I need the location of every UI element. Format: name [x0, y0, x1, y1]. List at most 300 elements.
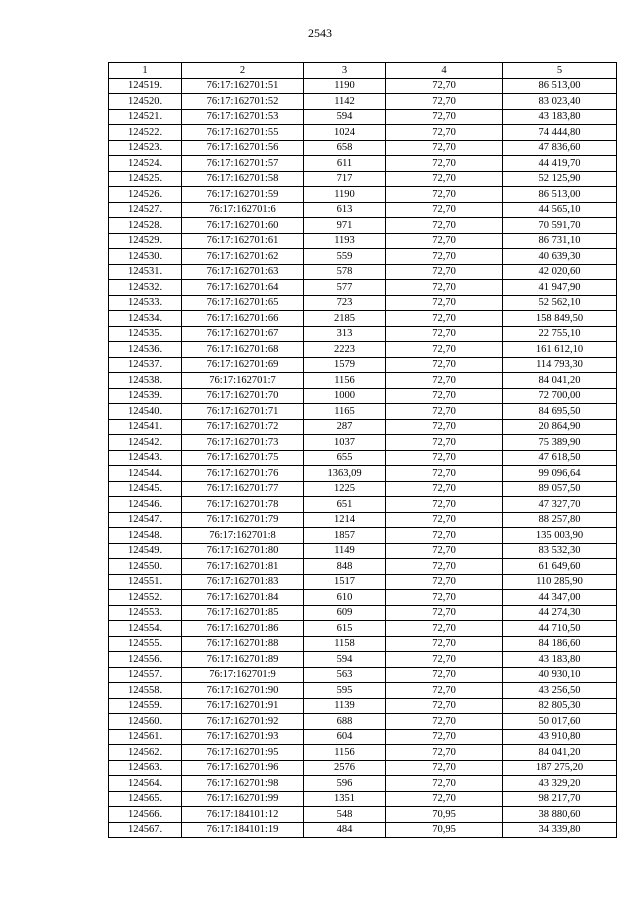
area-cell: 1193 — [304, 233, 386, 249]
table-row — [109, 125, 617, 141]
row-number-cell: 124548. — [109, 528, 182, 544]
row-number-cell: 124529. — [109, 233, 182, 249]
cadastral-number-cell: 76:17:162701:66 — [182, 311, 304, 327]
value-cell: 42 020,60 — [503, 264, 617, 280]
row-number-cell: 124560. — [109, 714, 182, 730]
rate-cell: 72,70 — [386, 574, 503, 590]
cadastral-number-cell: 76:17:162701:86 — [182, 621, 304, 637]
rate-cell: 72,70 — [386, 528, 503, 544]
area-cell: 1225 — [304, 481, 386, 497]
area-cell: 1142 — [304, 94, 386, 110]
rate-cell: 72,70 — [386, 745, 503, 761]
value-cell: 44 710,50 — [503, 621, 617, 637]
area-cell: 1165 — [304, 404, 386, 420]
area-cell: 658 — [304, 140, 386, 156]
row-number-cell: 124520. — [109, 94, 182, 110]
table-row — [109, 822, 617, 838]
area-cell: 651 — [304, 497, 386, 513]
row-number-cell: 124534. — [109, 311, 182, 327]
value-cell: 47 327,70 — [503, 497, 617, 513]
area-cell: 688 — [304, 714, 386, 730]
area-cell: 971 — [304, 218, 386, 234]
area-cell: 613 — [304, 202, 386, 218]
cadastral-number-cell: 76:17:162701:63 — [182, 264, 304, 280]
value-cell: 98 217,70 — [503, 791, 617, 807]
area-cell: 2223 — [304, 342, 386, 358]
cadastral-number-cell: 76:17:162701:78 — [182, 497, 304, 513]
column-header-2: 2 — [182, 63, 304, 79]
rate-cell: 72,70 — [386, 791, 503, 807]
cadastral-number-cell: 76:17:162701:72 — [182, 419, 304, 435]
cadastral-number-cell: 76:17:162701:6 — [182, 202, 304, 218]
table-row — [109, 450, 617, 466]
cadastral-number-cell: 76:17:162701:56 — [182, 140, 304, 156]
value-cell: 84 186,60 — [503, 636, 617, 652]
value-cell: 83 532,30 — [503, 543, 617, 559]
table-row — [109, 791, 617, 807]
value-cell: 22 755,10 — [503, 326, 617, 342]
row-number-cell: 124531. — [109, 264, 182, 280]
rate-cell: 72,70 — [386, 202, 503, 218]
row-number-cell: 124543. — [109, 450, 182, 466]
rate-cell: 72,70 — [386, 156, 503, 172]
row-number-cell: 124519. — [109, 78, 182, 94]
row-number-cell: 124522. — [109, 125, 182, 141]
area-cell: 578 — [304, 264, 386, 280]
rate-cell: 72,70 — [386, 435, 503, 451]
rate-cell: 72,70 — [386, 280, 503, 296]
area-cell: 2576 — [304, 760, 386, 776]
rate-cell: 72,70 — [386, 543, 503, 559]
rate-cell: 72,70 — [386, 295, 503, 311]
table-row — [109, 140, 617, 156]
value-cell: 84 041,20 — [503, 373, 617, 389]
row-number-cell: 124526. — [109, 187, 182, 203]
row-number-cell: 124554. — [109, 621, 182, 637]
table-row — [109, 559, 617, 575]
cadastral-number-cell: 76:17:162701:96 — [182, 760, 304, 776]
table-row — [109, 280, 617, 296]
rate-cell: 70,95 — [386, 807, 503, 823]
value-cell: 34 339,80 — [503, 822, 617, 838]
rate-cell: 72,70 — [386, 559, 503, 575]
row-number-cell: 124549. — [109, 543, 182, 559]
area-cell: 1214 — [304, 512, 386, 528]
area-cell: 1158 — [304, 636, 386, 652]
rate-cell: 72,70 — [386, 776, 503, 792]
cadastral-number-cell: 76:17:162701:7 — [182, 373, 304, 389]
cadastral-number-cell: 76:17:162701:73 — [182, 435, 304, 451]
cadastral-number-cell: 76:17:162701:92 — [182, 714, 304, 730]
cadastral-number-cell: 76:17:162701:83 — [182, 574, 304, 590]
area-cell: 1156 — [304, 745, 386, 761]
value-cell: 40 639,30 — [503, 249, 617, 265]
area-cell: 1517 — [304, 574, 386, 590]
area-cell: 559 — [304, 249, 386, 265]
value-cell: 84 695,50 — [503, 404, 617, 420]
cadastral-number-cell: 76:17:162701:90 — [182, 683, 304, 699]
cadastral-number-cell: 76:17:162701:52 — [182, 94, 304, 110]
rate-cell: 72,70 — [386, 698, 503, 714]
value-cell: 110 285,90 — [503, 574, 617, 590]
cadastral-number-cell: 76:17:162701:91 — [182, 698, 304, 714]
area-cell: 484 — [304, 822, 386, 838]
table-row — [109, 311, 617, 327]
table-row — [109, 760, 617, 776]
area-cell: 563 — [304, 667, 386, 683]
area-cell: 594 — [304, 109, 386, 125]
row-number-cell: 124540. — [109, 404, 182, 420]
cadastral-number-cell: 76:17:184101:19 — [182, 822, 304, 838]
rate-cell: 72,70 — [386, 652, 503, 668]
area-cell: 655 — [304, 450, 386, 466]
row-number-cell: 124556. — [109, 652, 182, 668]
value-cell: 43 910,80 — [503, 729, 617, 745]
cadastral-number-cell: 76:17:162701:67 — [182, 326, 304, 342]
value-cell: 70 591,70 — [503, 218, 617, 234]
cadastral-number-cell: 76:17:162701:9 — [182, 667, 304, 683]
rate-cell: 72,70 — [386, 729, 503, 745]
area-cell: 610 — [304, 590, 386, 606]
value-cell: 47 836,60 — [503, 140, 617, 156]
row-number-cell: 124535. — [109, 326, 182, 342]
value-cell: 52 125,90 — [503, 171, 617, 187]
table-row — [109, 326, 617, 342]
area-cell: 1363,09 — [304, 466, 386, 482]
cadastral-number-cell: 76:17:162701:88 — [182, 636, 304, 652]
table-row — [109, 574, 617, 590]
value-cell: 43 329,20 — [503, 776, 617, 792]
rate-cell: 72,70 — [386, 311, 503, 327]
cadastral-number-cell: 76:17:162701:68 — [182, 342, 304, 358]
rate-cell: 72,70 — [386, 512, 503, 528]
table-row — [109, 342, 617, 358]
rate-cell: 72,70 — [386, 109, 503, 125]
cadastral-number-cell: 76:17:162701:8 — [182, 528, 304, 544]
cadastral-number-cell: 76:17:162701:53 — [182, 109, 304, 125]
cadastral-number-cell: 76:17:162701:85 — [182, 605, 304, 621]
value-cell: 20 864,90 — [503, 419, 617, 435]
rate-cell: 72,70 — [386, 264, 503, 280]
table-row — [109, 776, 617, 792]
value-cell: 135 003,90 — [503, 528, 617, 544]
table-row — [109, 621, 617, 637]
rate-cell: 72,70 — [386, 342, 503, 358]
cadastral-number-cell: 76:17:162701:84 — [182, 590, 304, 606]
rate-cell: 70,95 — [386, 822, 503, 838]
value-cell: 86 731,10 — [503, 233, 617, 249]
area-cell: 611 — [304, 156, 386, 172]
value-cell: 44 347,00 — [503, 590, 617, 606]
rate-cell: 72,70 — [386, 667, 503, 683]
table-row — [109, 807, 617, 823]
area-cell: 1149 — [304, 543, 386, 559]
table-row — [109, 404, 617, 420]
value-cell: 84 041,20 — [503, 745, 617, 761]
rate-cell: 72,70 — [386, 605, 503, 621]
value-cell: 43 256,50 — [503, 683, 617, 699]
table-row — [109, 512, 617, 528]
column-header-4: 4 — [386, 63, 503, 79]
area-cell: 1139 — [304, 698, 386, 714]
value-cell: 47 618,50 — [503, 450, 617, 466]
cadastral-number-cell: 76:17:162701:71 — [182, 404, 304, 420]
rate-cell: 72,70 — [386, 419, 503, 435]
rate-cell: 72,70 — [386, 357, 503, 373]
area-cell: 723 — [304, 295, 386, 311]
area-cell: 848 — [304, 559, 386, 575]
rate-cell: 72,70 — [386, 404, 503, 420]
value-cell: 41 947,90 — [503, 280, 617, 296]
rate-cell: 72,70 — [386, 171, 503, 187]
area-cell: 287 — [304, 419, 386, 435]
table-row — [109, 295, 617, 311]
value-cell: 86 513,00 — [503, 187, 617, 203]
value-cell: 44 565,10 — [503, 202, 617, 218]
row-number-cell: 124557. — [109, 667, 182, 683]
row-number-cell: 124552. — [109, 590, 182, 606]
table-row — [109, 435, 617, 451]
row-number-cell: 124567. — [109, 822, 182, 838]
cadastral-number-cell: 76:17:162701:77 — [182, 481, 304, 497]
value-cell: 74 444,80 — [503, 125, 617, 141]
table-row — [109, 94, 617, 110]
table-row — [109, 683, 617, 699]
row-number-cell: 124536. — [109, 342, 182, 358]
cadastral-number-cell: 76:17:162701:64 — [182, 280, 304, 296]
cadastral-number-cell: 76:17:162701:99 — [182, 791, 304, 807]
table-row — [109, 202, 617, 218]
row-number-cell: 124539. — [109, 388, 182, 404]
rate-cell: 72,70 — [386, 497, 503, 513]
area-cell: 1190 — [304, 187, 386, 203]
table-row — [109, 156, 617, 172]
cadastral-number-cell: 76:17:162701:55 — [182, 125, 304, 141]
rate-cell: 72,70 — [386, 249, 503, 265]
value-cell: 44 274,30 — [503, 605, 617, 621]
value-cell: 75 389,90 — [503, 435, 617, 451]
table-row — [109, 419, 617, 435]
cadastral-number-cell: 76:17:162701:59 — [182, 187, 304, 203]
rate-cell: 72,70 — [386, 450, 503, 466]
rate-cell: 72,70 — [386, 373, 503, 389]
table-row — [109, 264, 617, 280]
value-cell: 83 023,40 — [503, 94, 617, 110]
table-row — [109, 481, 617, 497]
rate-cell: 72,70 — [386, 140, 503, 156]
rate-cell: 72,70 — [386, 466, 503, 482]
cadastral-number-cell: 76:17:162701:76 — [182, 466, 304, 482]
area-cell: 615 — [304, 621, 386, 637]
value-cell: 99 096,64 — [503, 466, 617, 482]
page-number: 2543 — [308, 26, 332, 40]
value-cell: 50 017,60 — [503, 714, 617, 730]
cadastral-number-cell: 76:17:184101:12 — [182, 807, 304, 823]
value-cell: 72 700,00 — [503, 388, 617, 404]
row-number-cell: 124547. — [109, 512, 182, 528]
value-cell: 88 257,80 — [503, 512, 617, 528]
value-cell: 158 849,50 — [503, 311, 617, 327]
cadastral-number-cell: 76:17:162701:79 — [182, 512, 304, 528]
area-cell: 1000 — [304, 388, 386, 404]
rate-cell: 72,70 — [386, 94, 503, 110]
table-row — [109, 357, 617, 373]
column-header-5: 5 — [503, 63, 617, 79]
row-number-cell: 124525. — [109, 171, 182, 187]
rate-cell: 72,70 — [386, 388, 503, 404]
rate-cell: 72,70 — [386, 187, 503, 203]
table-row — [109, 187, 617, 203]
table-row — [109, 249, 617, 265]
value-cell: 44 419,70 — [503, 156, 617, 172]
header-row — [109, 63, 617, 79]
row-number-cell: 124542. — [109, 435, 182, 451]
value-cell: 43 183,80 — [503, 109, 617, 125]
row-number-cell: 124566. — [109, 807, 182, 823]
rate-cell: 72,70 — [386, 636, 503, 652]
value-cell: 187 275,20 — [503, 760, 617, 776]
cadastral-number-cell: 76:17:162701:70 — [182, 388, 304, 404]
value-cell: 38 880,60 — [503, 807, 617, 823]
area-cell: 1857 — [304, 528, 386, 544]
table-row — [109, 698, 617, 714]
rate-cell: 72,70 — [386, 621, 503, 637]
row-number-cell: 124537. — [109, 357, 182, 373]
value-cell: 161 612,10 — [503, 342, 617, 358]
area-cell: 1037 — [304, 435, 386, 451]
row-number-cell: 124533. — [109, 295, 182, 311]
row-number-cell: 124521. — [109, 109, 182, 125]
area-cell: 717 — [304, 171, 386, 187]
row-number-cell: 124564. — [109, 776, 182, 792]
cadastral-number-cell: 76:17:162701:51 — [182, 78, 304, 94]
cadastral-number-cell: 76:17:162701:65 — [182, 295, 304, 311]
value-cell: 40 930,10 — [503, 667, 617, 683]
area-cell: 595 — [304, 683, 386, 699]
area-cell: 1156 — [304, 373, 386, 389]
area-cell: 596 — [304, 776, 386, 792]
area-cell: 2185 — [304, 311, 386, 327]
table-row — [109, 745, 617, 761]
registry-table — [108, 62, 617, 838]
table-header — [109, 63, 617, 79]
table-row — [109, 543, 617, 559]
cadastral-number-cell: 76:17:162701:98 — [182, 776, 304, 792]
table-row — [109, 667, 617, 683]
row-number-cell: 124545. — [109, 481, 182, 497]
value-cell: 52 562,10 — [503, 295, 617, 311]
cadastral-number-cell: 76:17:162701:81 — [182, 559, 304, 575]
row-number-cell: 124562. — [109, 745, 182, 761]
table-row — [109, 218, 617, 234]
area-cell: 313 — [304, 326, 386, 342]
row-number-cell: 124551. — [109, 574, 182, 590]
row-number-cell: 124559. — [109, 698, 182, 714]
rate-cell: 72,70 — [386, 218, 503, 234]
cadastral-number-cell: 76:17:162701:80 — [182, 543, 304, 559]
rate-cell: 72,70 — [386, 760, 503, 776]
rate-cell: 72,70 — [386, 590, 503, 606]
value-cell: 86 513,00 — [503, 78, 617, 94]
rate-cell: 72,70 — [386, 714, 503, 730]
table-row — [109, 109, 617, 125]
area-cell: 594 — [304, 652, 386, 668]
cadastral-number-cell: 76:17:162701:69 — [182, 357, 304, 373]
row-number-cell: 124523. — [109, 140, 182, 156]
rate-cell: 72,70 — [386, 78, 503, 94]
table-row — [109, 233, 617, 249]
table-row — [109, 171, 617, 187]
value-cell: 114 793,30 — [503, 357, 617, 373]
table-body — [109, 78, 617, 838]
row-number-cell: 124561. — [109, 729, 182, 745]
row-number-cell: 124565. — [109, 791, 182, 807]
area-cell: 577 — [304, 280, 386, 296]
row-number-cell: 124544. — [109, 466, 182, 482]
area-cell: 1351 — [304, 791, 386, 807]
row-number-cell: 124558. — [109, 683, 182, 699]
row-number-cell: 124555. — [109, 636, 182, 652]
cadastral-number-cell: 76:17:162701:61 — [182, 233, 304, 249]
cadastral-number-cell: 76:17:162701:58 — [182, 171, 304, 187]
row-number-cell: 124527. — [109, 202, 182, 218]
table-row — [109, 497, 617, 513]
area-cell: 1024 — [304, 125, 386, 141]
rate-cell: 72,70 — [386, 233, 503, 249]
table-row — [109, 729, 617, 745]
row-number-cell: 124528. — [109, 218, 182, 234]
cadastral-number-cell: 76:17:162701:95 — [182, 745, 304, 761]
rate-cell: 72,70 — [386, 481, 503, 497]
table-row — [109, 373, 617, 389]
rate-cell: 72,70 — [386, 683, 503, 699]
row-number-cell: 124563. — [109, 760, 182, 776]
table-row — [109, 78, 617, 94]
rate-cell: 72,70 — [386, 326, 503, 342]
row-number-cell: 124532. — [109, 280, 182, 296]
column-header-3: 3 — [304, 63, 386, 79]
cadastral-number-cell: 76:17:162701:75 — [182, 450, 304, 466]
column-header-1: 1 — [109, 63, 182, 79]
table-row — [109, 605, 617, 621]
area-cell: 609 — [304, 605, 386, 621]
row-number-cell: 124524. — [109, 156, 182, 172]
row-number-cell: 124546. — [109, 497, 182, 513]
row-number-cell: 124550. — [109, 559, 182, 575]
row-number-cell: 124530. — [109, 249, 182, 265]
value-cell: 82 805,30 — [503, 698, 617, 714]
area-cell: 548 — [304, 807, 386, 823]
row-number-cell: 124538. — [109, 373, 182, 389]
table-row — [109, 466, 617, 482]
area-cell: 1579 — [304, 357, 386, 373]
table-row — [109, 652, 617, 668]
cadastral-number-cell: 76:17:162701:89 — [182, 652, 304, 668]
cadastral-number-cell: 76:17:162701:60 — [182, 218, 304, 234]
cadastral-number-cell: 76:17:162701:57 — [182, 156, 304, 172]
row-number-cell: 124541. — [109, 419, 182, 435]
value-cell: 89 057,50 — [503, 481, 617, 497]
rate-cell: 72,70 — [386, 125, 503, 141]
area-cell: 604 — [304, 729, 386, 745]
table-row — [109, 528, 617, 544]
table-row — [109, 590, 617, 606]
row-number-cell: 124553. — [109, 605, 182, 621]
cadastral-number-cell: 76:17:162701:62 — [182, 249, 304, 265]
value-cell: 61 649,60 — [503, 559, 617, 575]
value-cell: 43 183,80 — [503, 652, 617, 668]
table-row — [109, 388, 617, 404]
